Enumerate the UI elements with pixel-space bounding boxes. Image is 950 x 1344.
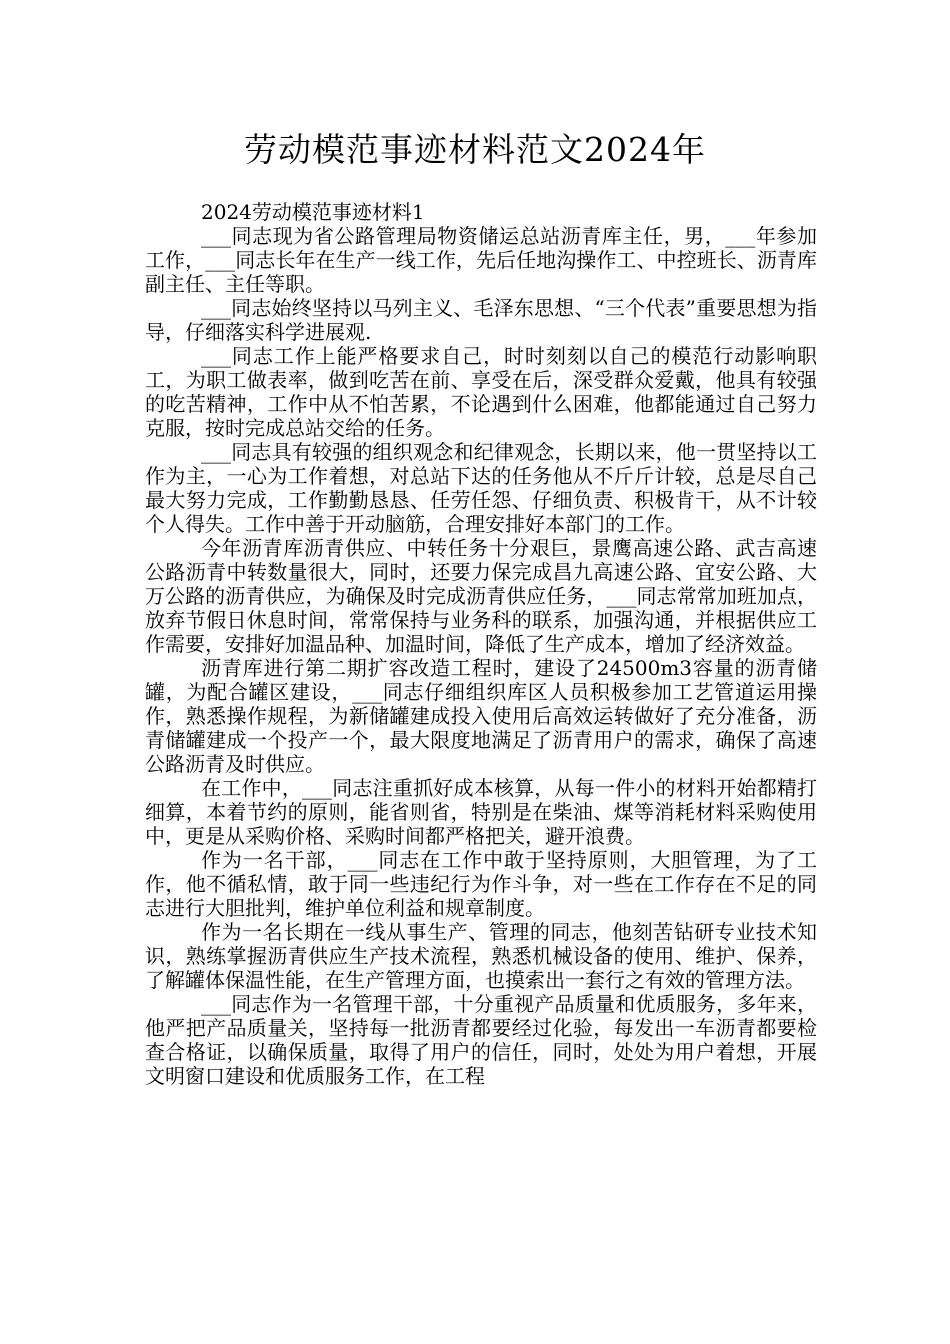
paragraph-9: 作为一名长期在一线从事生产、管理的同志，他刻苦钻研专业技术知识，熟练掌握沥青供应生产技术流程，熟悉机械设备的使用、维护、保养，了解罐体保温性能，在生产管理方面，也摸索出一套行之有效的管理方法。	[145, 920, 817, 992]
document-title: 劳动模范事迹材料范文2024年	[244, 130, 706, 169]
paragraph-5: 今年沥青库沥青供应、中转任务十分艰巨，景鹰高速公路、武吉高速公路沥青中转数量很大，同时，还要力保完成昌九高速公路、宜安公路、大万公路的沥青供应，为确保及时完成沥青供应任务，___同志常常加班加点，放弃节假日休息时间，常常保持与业务科的联系，加强沟通，并根据供应工作需要，安排好加温品种、加温时间，降低了生产成本，增加了经济效益。	[145, 536, 817, 656]
paragraph-3: ___同志工作上能严格要求自己，时时刻刻以自己的模范行动影响职工，为职工做表率，做到吃苦在前、享受在后，深受群众爱戴，他具有较强的吃苦精神，工作中从不怕苦累，不论遇到什么困难，他都能通过自己努力克服，按时完成总站交给的任务。	[145, 344, 817, 440]
paragraph-7: 在工作中，___同志注重抓好成本核算，从每一件小的材料开始都精打细算，本着节约的原则，能省则省，特别是在柴油、煤等消耗材料采购使用中，更是从采购价格、采购时间都严格把关，避开浪费。	[145, 776, 817, 848]
document-body	[145, 200, 817, 1088]
section-heading: 2024劳动模范事迹材料1	[201, 200, 425, 224]
paragraph-4: ___同志具有较强的组织观念和纪律观念，长期以来，他一贯坚持以工作为主，一心为工作着想，对总站下达的任务他从不斤斤计较，总是尽自己最大努力完成，工作勤勤恳恳、任劳任怨、仔细负责、积极肯干，从不计较个人得失。工作中善于开动脑筋，合理安排好本部门的工作。	[145, 440, 817, 536]
paragraph-10: ___同志作为一名管理干部，十分重视产品质量和优质服务，多年来，他严把产品质量关，坚持每一批沥青都要经过化验，每发出一车沥青都要检查合格证，以确保质量，取得了用户的信任，同时，处处为用户着想，开展文明窗口建设和优质服务工作，在工程	[145, 992, 817, 1088]
paragraph-6: 沥青库进行第二期扩容改造工程时，建设了24500m3容量的沥青储罐，为配合罐区建设，___同志仔细组织库区人员积极参加工艺管道运用操作，熟悉操作规程，为新储罐建成投入使用后高效运转做好了充分准备，沥青储罐建成一个投产一个，最大限度地满足了沥青用户的需求，确保了高速公路沥青及时供应。	[145, 656, 817, 776]
paragraph-1: ___同志现为省公路管理局物资储运总站沥青库主任，男，___年参加工作，___同志长年在生产一线工作，先后任地沟操作工、中控班长、沥青库副主任、主任等职。	[145, 224, 817, 296]
paragraph-8: 作为一名干部，___同志在工作中敢于坚持原则，大胆管理，为了工作，他不循私情，敢于同一些违纪行为作斗争，对一些在工作存在不足的同志进行大胆批判，维护单位利益和规章制度。	[145, 848, 817, 920]
paragraph-2: ___同志始终坚持以马列主义、毛泽东思想、“三个代表”重要思想为指导，仔细落实科学进展观.	[145, 296, 817, 344]
